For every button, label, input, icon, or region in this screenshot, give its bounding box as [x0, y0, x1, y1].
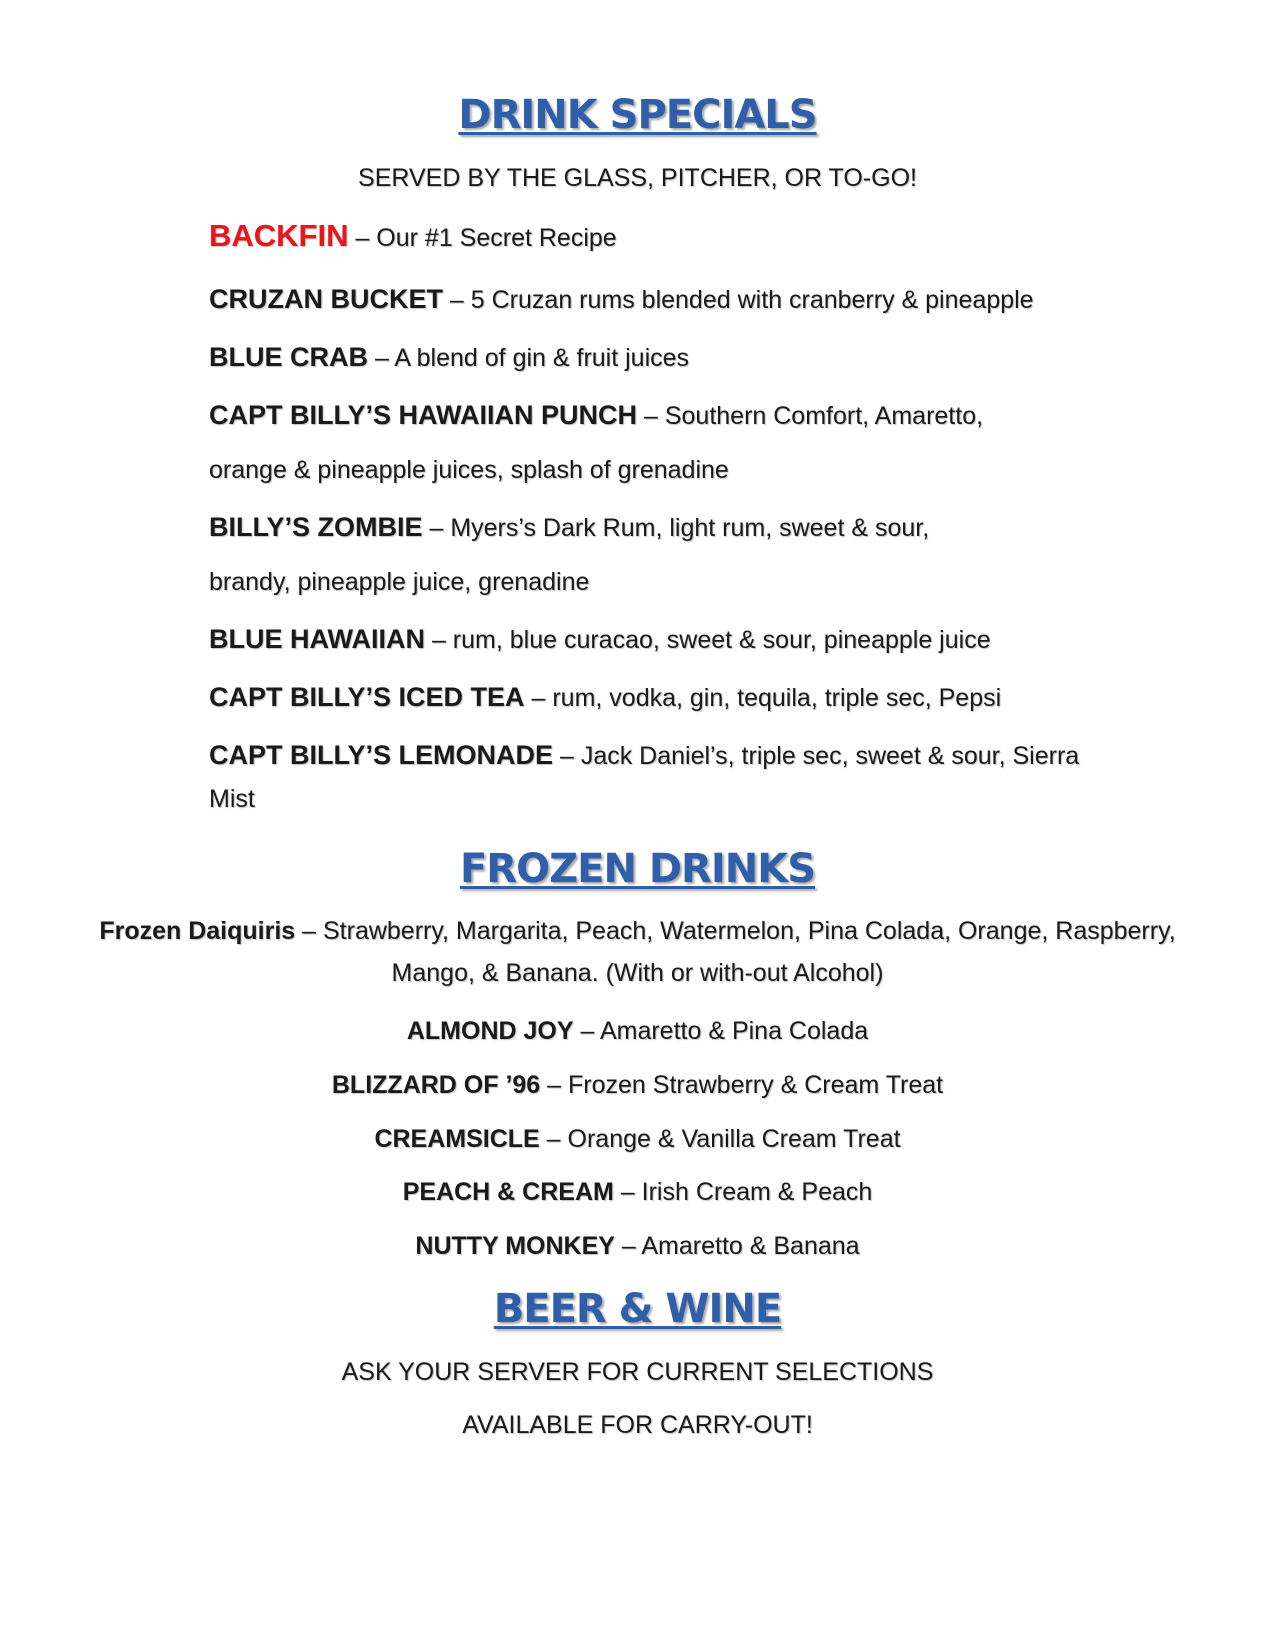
drink-desc: – rum, blue curacao, sweet & sour, pineapple juice: [425, 626, 991, 654]
drink-desc: – Irish Cream & Peach: [613, 1178, 873, 1206]
drink-desc: – Orange & Vanilla Cream Treat: [539, 1125, 901, 1153]
drink-specials-heading: DRINK SPECIALS: [458, 92, 817, 138]
beer-wine-heading: BEER & WINE: [493, 1286, 782, 1332]
drink-item-backfin: [209, 218, 617, 254]
drink-name: BILLY’S ZOMBIE: [209, 512, 423, 542]
drink-desc-continued: orange & pineapple juices, splash of grenadine: [209, 456, 729, 484]
frozen-item-peach-cream: [0, 1178, 1275, 1207]
drink-desc-continued: Mist: [209, 785, 255, 813]
drink-desc: – Myers’s Dark Rum, light rum, sweet & sour,: [422, 514, 930, 542]
frozen-item-nutty-monkey: [0, 1232, 1275, 1261]
drink-name: CRUZAN BUCKET: [209, 284, 443, 314]
drink-desc: – 5 Cruzan rums blended with cranberry & pineapple: [442, 286, 1034, 314]
drink-name: Frozen Daiquiris: [99, 917, 296, 945]
drink-desc: – Jack Daniel’s, triple sec, sweet & sour, Sierra: [553, 742, 1080, 770]
frozen-item-almond-joy: [0, 1017, 1275, 1046]
frozen-item-blizzard: [0, 1071, 1275, 1100]
drink-name: CREAMSICLE: [374, 1125, 540, 1153]
beer-wine-line-2: AVAILABLE FOR CARRY-OUT!: [462, 1411, 813, 1439]
drink-desc: – Amaretto & Pina Colada: [573, 1017, 869, 1045]
drink-desc: – Frozen Strawberry & Cream Treat: [540, 1071, 944, 1099]
drink-item-blue-crab: [209, 342, 689, 373]
frozen-drinks-heading: FROZEN DRINKS: [459, 846, 816, 892]
drink-name: BLUE CRAB: [209, 342, 368, 372]
drink-name: ALMOND JOY: [406, 1017, 574, 1045]
frozen-daiquiris-line: [60, 910, 1215, 952]
frozen-daiquiris-item: [60, 910, 1215, 994]
drink-name: BACKFIN: [209, 218, 349, 253]
drink-desc: – Our #1 Secret Recipe: [348, 224, 617, 252]
drink-name: BLIZZARD OF ’96: [331, 1071, 541, 1099]
drink-item-blue-hawaiian: [209, 624, 991, 655]
drink-name: BLUE HAWAIIAN: [209, 624, 425, 654]
drink-name: NUTTY MONKEY: [415, 1232, 615, 1260]
frozen-item-creamsicle: [0, 1125, 1275, 1154]
drink-item-iced-tea: [209, 682, 1001, 713]
drink-item-cruzan-bucket: [209, 284, 1034, 315]
beer-wine-line-1: ASK YOUR SERVER FOR CURRENT SELECTIONS: [341, 1358, 934, 1386]
drink-item-hawaiian-punch: [209, 400, 983, 431]
drink-desc-continued: Mango, & Banana. (With or with-out Alcohol): [391, 959, 884, 987]
drink-item-lemonade: [209, 740, 1079, 771]
drink-name: CAPT BILLY’S LEMONADE: [209, 740, 554, 770]
drink-desc: – Southern Comfort, Amaretto,: [637, 402, 984, 430]
drink-desc-continued: brandy, pineapple juice, grenadine: [209, 568, 590, 596]
drink-name: CAPT BILLY’S HAWAIIAN PUNCH: [209, 400, 638, 430]
drink-specials-subtitle: SERVED BY THE GLASS, PITCHER, OR TO-GO!: [358, 164, 917, 192]
drink-name: CAPT BILLY’S ICED TEA: [209, 682, 525, 712]
drink-desc: – A blend of gin & fruit juices: [368, 344, 690, 372]
drink-name: PEACH & CREAM: [402, 1178, 614, 1206]
drink-desc: – Strawberry, Margarita, Peach, Watermelon, Pina Colada, Orange, Raspberry,: [295, 917, 1176, 945]
drink-desc: – Amaretto & Banana: [614, 1232, 860, 1260]
drink-desc: – rum, vodka, gin, tequila, triple sec, Pepsi: [524, 684, 1002, 712]
drink-item-zombie: [209, 512, 929, 543]
